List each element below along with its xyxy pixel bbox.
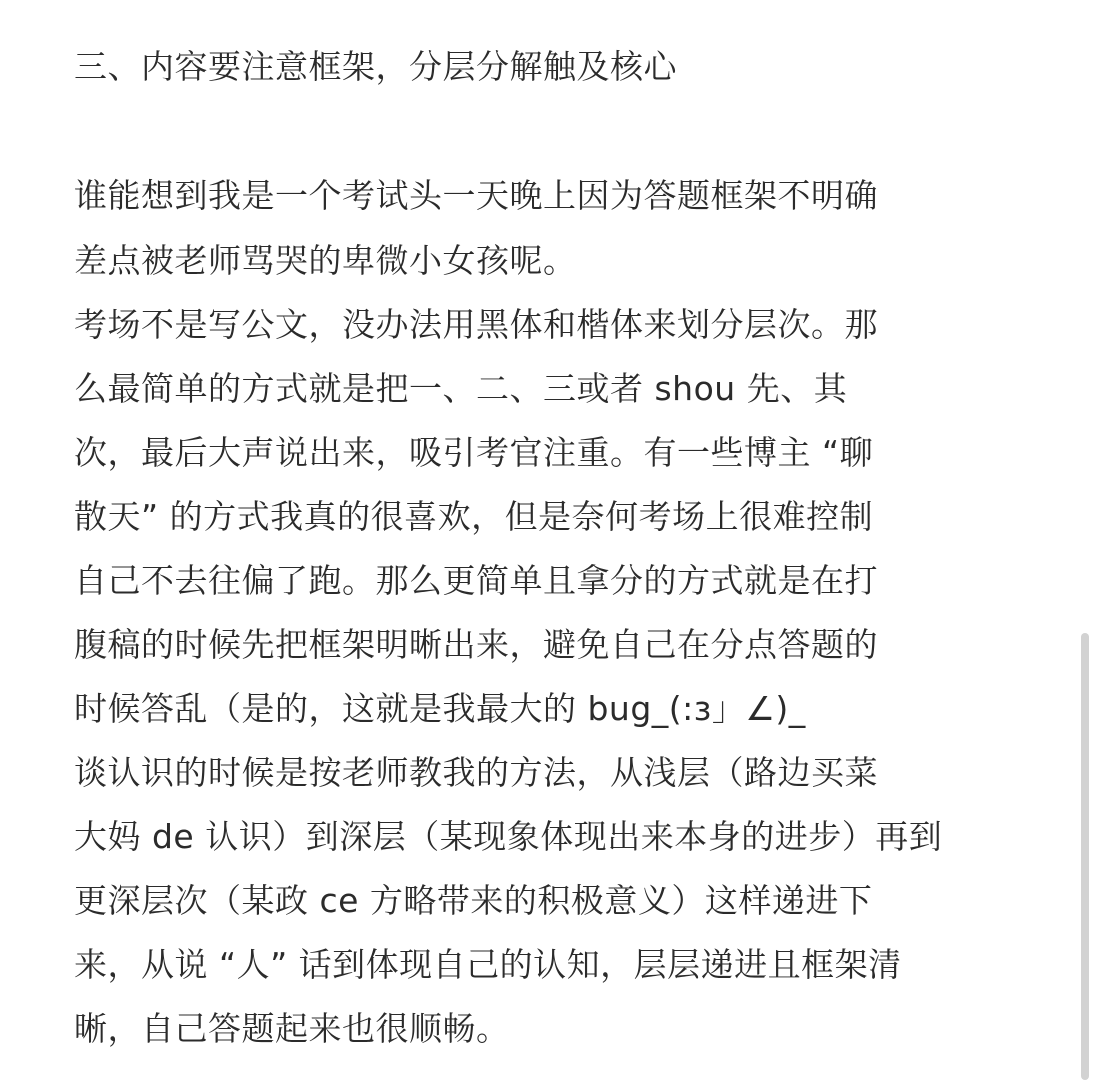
paragraph-line: 差点被老师骂哭的卑微小女孩呢。 <box>74 241 577 280</box>
paragraph-line: 大妈 de 认识）到深层（某现象体现出来本身的进步）再到 <box>74 817 943 856</box>
paragraph-line: 来，从说 “人” 话到体现自己的认知，层层递进且框架清 <box>74 945 902 984</box>
paragraph-line: 谁能想到我是一个考试头一天晚上因为答题框架不明确 <box>74 176 878 215</box>
paragraph-line: 时候答乱（是的，这就是我最大的 bug_(:з」∠)_ <box>74 689 806 728</box>
paragraph-line: 考场不是写公文，没办法用黑体和楷体来划分层次。那 <box>74 305 878 344</box>
paragraph-line: 自己不去往偏了跑。那么更简单且拿分的方式就是在打 <box>74 561 878 600</box>
paragraph-line: 谈认识的时候是按老师教我的方法，从浅层（路边买菜 <box>74 753 878 792</box>
paragraph-line: 腹稿的时候先把框架明晰出来，避免自己在分点答题的 <box>74 625 878 664</box>
section-heading: 三、内容要注意框架，分层分解触及核心 <box>74 47 677 86</box>
scrollbar-thumb[interactable] <box>1081 633 1089 1080</box>
paragraph-line: 晰，自己答题起来也很顺畅。 <box>74 1009 510 1048</box>
paragraph-line: 散天” 的方式我真的很喜欢，但是奈何考场上很难控制 <box>74 497 874 536</box>
paragraph-line: 么最简单的方式就是把一、二、三或者 shou 先、其 <box>74 369 848 408</box>
paragraph-line: 次，最后大声说出来，吸引考官注重。有一些博主 “聊 <box>74 433 874 472</box>
vertical-scrollbar[interactable] <box>1081 0 1089 1080</box>
paragraph-line: 更深层次（某政 ce 方略带来的积极意义）这样递进下 <box>74 881 873 920</box>
